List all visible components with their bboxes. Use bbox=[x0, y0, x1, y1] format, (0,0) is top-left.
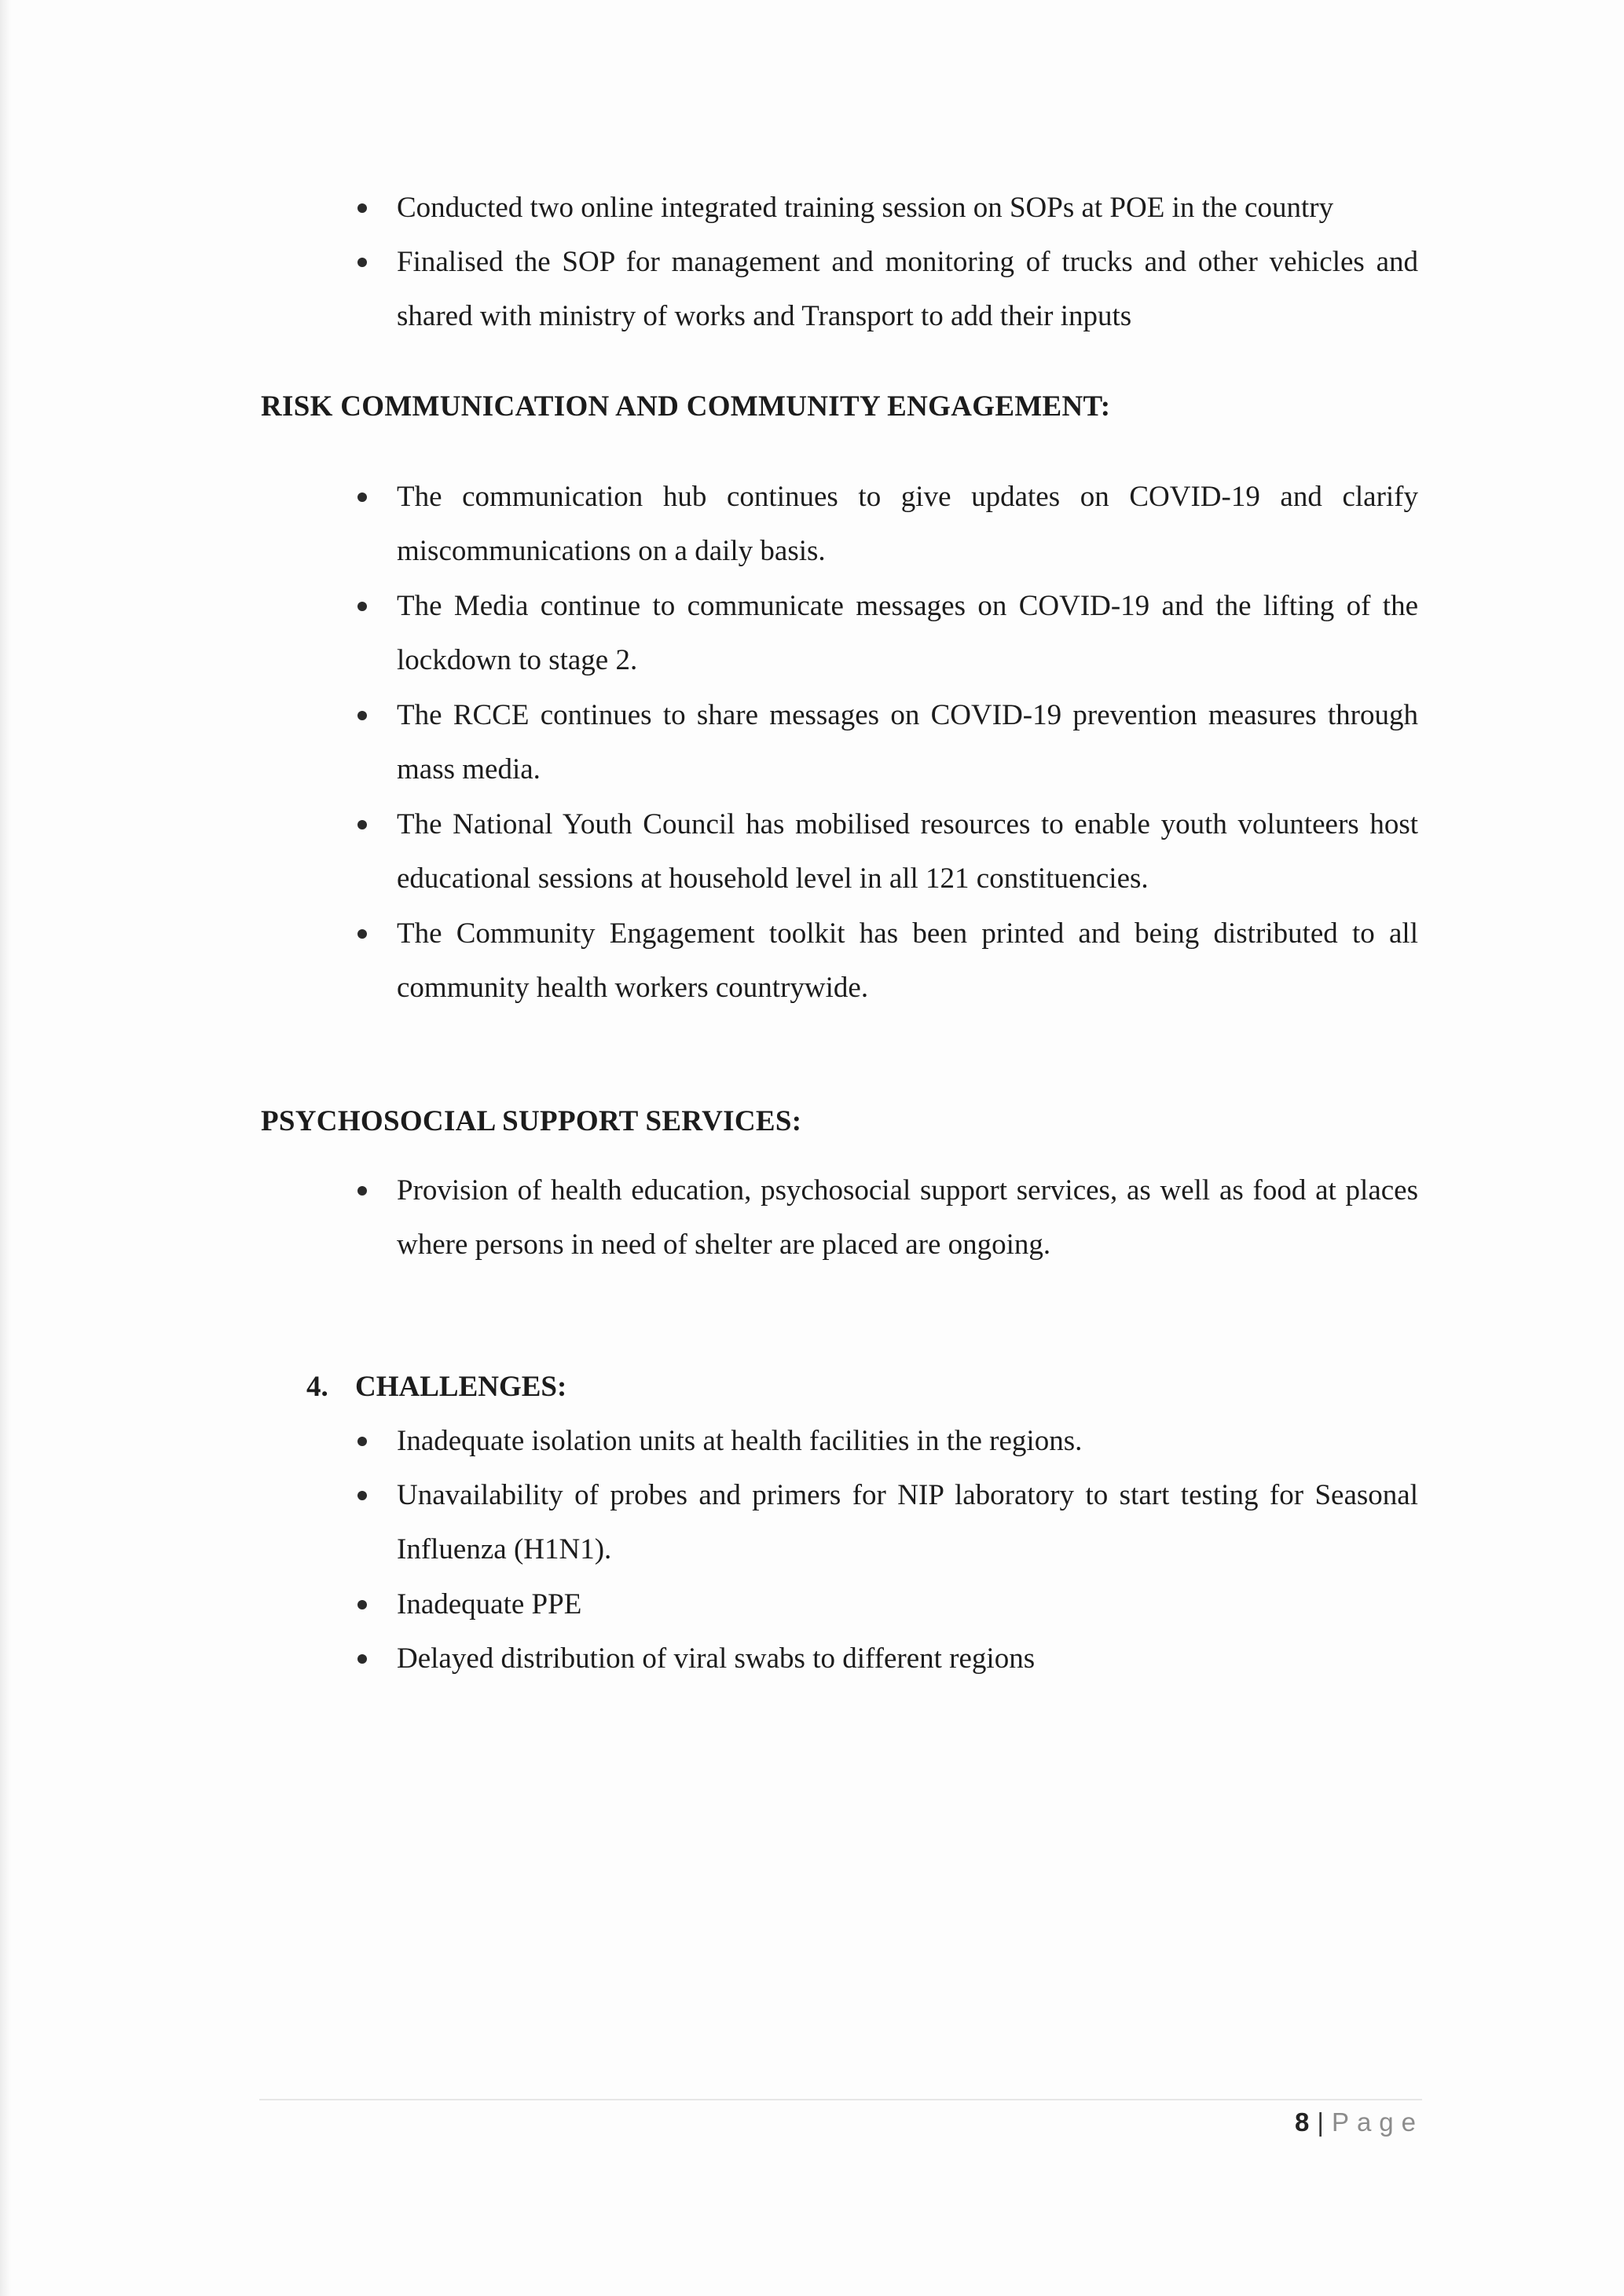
list-item: The RCCE continues to share messages on COVID-19 prevention measures through mass media. bbox=[397, 688, 1418, 796]
list-item: Finalised the SOP for management and monitoring of trucks and other vehicles and shared with ministry of works and Transport to add their inputs bbox=[397, 235, 1418, 343]
section-heading-psychosocial: PSYCHOSOCIAL SUPPORT SERVICES: bbox=[261, 1105, 802, 1137]
list-item: Unavailability of probes and primers for NIP laboratory to start testing for Seasonal Influenza (H1N1). bbox=[397, 1468, 1418, 1576]
page-number-footer bbox=[1295, 2099, 1424, 2146]
bullet-icon bbox=[357, 203, 367, 213]
page-number: 8 bbox=[1295, 2107, 1310, 2137]
list-item: The Community Engagement toolkit has been printed and being distributed to all community health workers countrywide. bbox=[397, 906, 1418, 1015]
page-separator: | bbox=[1317, 2107, 1324, 2137]
scan-edge-shadow bbox=[0, 0, 11, 2296]
bullet-icon bbox=[357, 493, 367, 502]
list-item: Inadequate isolation units at health facilities in the regions. bbox=[397, 1414, 1418, 1468]
page-label: Page bbox=[1331, 2107, 1424, 2137]
section-number: 4. bbox=[306, 1371, 328, 1403]
bullet-icon bbox=[357, 1437, 367, 1446]
section-heading-text: CHALLENGES: bbox=[355, 1371, 567, 1403]
list-item: Inadequate PPE bbox=[397, 1577, 1418, 1631]
bullet-icon bbox=[357, 1186, 367, 1196]
list-item: Provision of health education, psychosocial support services, as well as food at places where persons in need of shelter are placed are ongoing. bbox=[397, 1163, 1418, 1272]
footer-divider bbox=[259, 2099, 1422, 2100]
list-item: The Media continue to communicate messages on COVID-19 and the lifting of the lockdown to stage 2. bbox=[397, 579, 1418, 687]
list-item: Conducted two online integrated training session on SOPs at POE in the country bbox=[397, 181, 1418, 235]
bullet-icon bbox=[357, 1600, 367, 1609]
list-item: The National Youth Council has mobilised resources to enable youth volunteers host educational sessions at household level in all 121 constituencies. bbox=[397, 797, 1418, 906]
bullet-icon bbox=[357, 258, 367, 267]
list-item: Delayed distribution of viral swabs to different regions bbox=[397, 1631, 1418, 1686]
bullet-icon bbox=[357, 1491, 367, 1500]
bullet-icon bbox=[357, 820, 367, 829]
section-heading-challenges bbox=[306, 1368, 566, 1407]
bullet-icon bbox=[357, 602, 367, 611]
bullet-icon bbox=[357, 1654, 367, 1664]
bullet-icon bbox=[357, 929, 367, 939]
section-heading-rcce: RISK COMMUNICATION AND COMMUNITY ENGAGEMENT: bbox=[261, 390, 1111, 423]
list-item: The communication hub continues to give updates on COVID-19 and clarify miscommunications on a daily basis. bbox=[397, 470, 1418, 578]
bullet-icon bbox=[357, 711, 367, 720]
